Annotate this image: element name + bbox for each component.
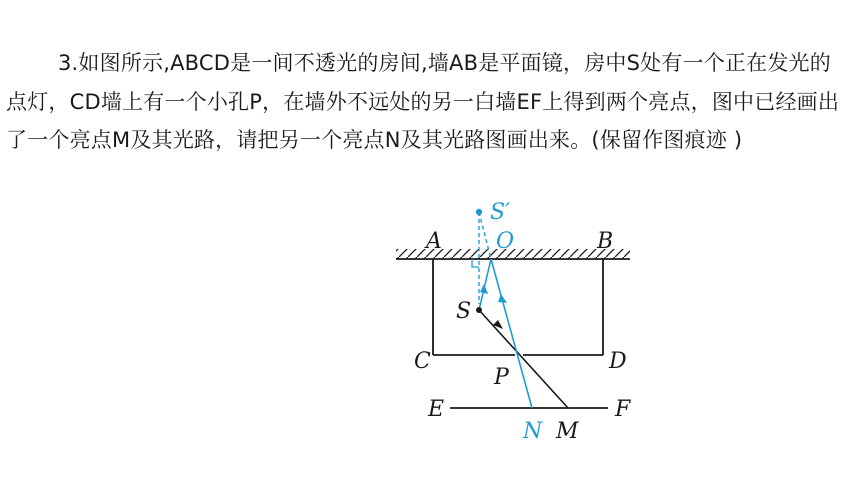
optics-diagram bbox=[390, 194, 650, 454]
label-a: A bbox=[426, 229, 442, 254]
ray-o-n-arrow bbox=[498, 294, 507, 303]
right-angle-mark bbox=[472, 259, 479, 267]
point-s bbox=[476, 307, 482, 313]
question-text bbox=[6, 44, 852, 160]
ray-s-o-arrow bbox=[480, 284, 488, 294]
ray-s-to-o bbox=[479, 259, 491, 310]
point-s-prime bbox=[476, 209, 482, 215]
label-s: S bbox=[456, 299, 472, 324]
ray-s-to-m bbox=[479, 310, 568, 408]
label-c: C bbox=[414, 349, 431, 374]
label-n: N bbox=[523, 419, 543, 444]
label-m: M bbox=[556, 419, 579, 444]
label-s-prime: S′ bbox=[490, 200, 511, 225]
label-o: O bbox=[496, 229, 515, 254]
label-f: F bbox=[615, 397, 631, 422]
label-p: P bbox=[494, 365, 509, 390]
label-d: D bbox=[609, 349, 627, 374]
question-body: 3.如图所示,ABCD是一间不透光的房间,墙AB是平面镜，房中S处有一个正在发光的点灯，CD墙上有一个小孔P，在墙外不远处的另一白墙EF上得到两个亮点，图中已经画出了一个亮点M及其光路，请把另一个亮点N及其光路图画出来。(保留作图痕迹 ) bbox=[6, 51, 840, 152]
label-e: E bbox=[428, 397, 445, 422]
label-b: B bbox=[597, 229, 614, 254]
